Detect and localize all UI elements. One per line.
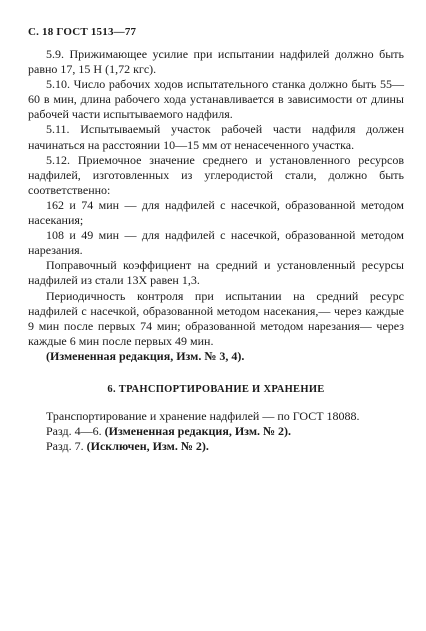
paragraph-5-12-item-a: 162 и 74 мин — для надфилей с насечкой, образованной методом насекания;: [28, 197, 404, 228]
page-header: С. 18 ГОСТ 1513—77: [28, 26, 137, 38]
paragraph-5-12-periodicity: Периодичность контроля при испытании на средний ресурс надфилей с насечкой, образованной методом насекания,— через каждые 9 мин после первых 74 мин; образованной методом нарезания— через каждые 6 мин после первых 49 мин.: [28, 288, 404, 348]
document-body: [28, 47, 404, 454]
paragraph-5-9: 5.9. Прижимающее усилие при испытании надфилей должно быть равно 17, 15 Н (1,72 кгс).: [28, 47, 404, 77]
paragraph-5-12-item-b: 108 и 49 мин — для надфилей с насечкой, образованной методом нарезания.: [28, 228, 404, 258]
paragraph-5-12: 5.12. Приемочное значение среднего и установленного ресурсов надфилей, изготовленных из углеродистой стали, должно быть соответственно:: [28, 152, 404, 197]
section-6-paragraph-2: [28, 424, 404, 439]
section-6-p2-note: (Измененная редакция, Изм. № 2).: [104, 424, 292, 439]
section-6-p3-note: (Исключен, Изм. № 2).: [86, 439, 209, 454]
section-6-p3-prefix: Разд. 7.: [46, 439, 87, 454]
section-6-p2-prefix: Разд. 4—6.: [46, 424, 105, 439]
paragraph-5-10: 5.10. Число рабочих ходов испытательного станка должно быть 55—60 в мин, длина рабочего хода устанавливается в зависимости от длины рабочей части испытываемого надфиля.: [28, 77, 404, 122]
paragraph-5-12-revision-note: (Измененная редакция, Изм. № 3, 4).: [46, 348, 245, 363]
section-6-title: 6. ТРАНСПОРТИРОВАНИЕ И ХРАНЕНИЕ: [107, 383, 325, 395]
paragraph-5-11: 5.11. Испытываемый участок рабочей части надфиля должен начинаться на расстоянии 10—15 мм от ненасеченного участка.: [28, 122, 404, 152]
paragraph-5-12-coefficient: Поправочный коэффициент на средний и установленный ресурсы надфилей из стали 13Х равен 1,3.: [28, 258, 404, 288]
section-6-paragraph-3: [28, 439, 404, 454]
section-6-paragraph-1: Транспортирование и хранение надфилей — по ГОСТ 18088.: [46, 409, 360, 424]
